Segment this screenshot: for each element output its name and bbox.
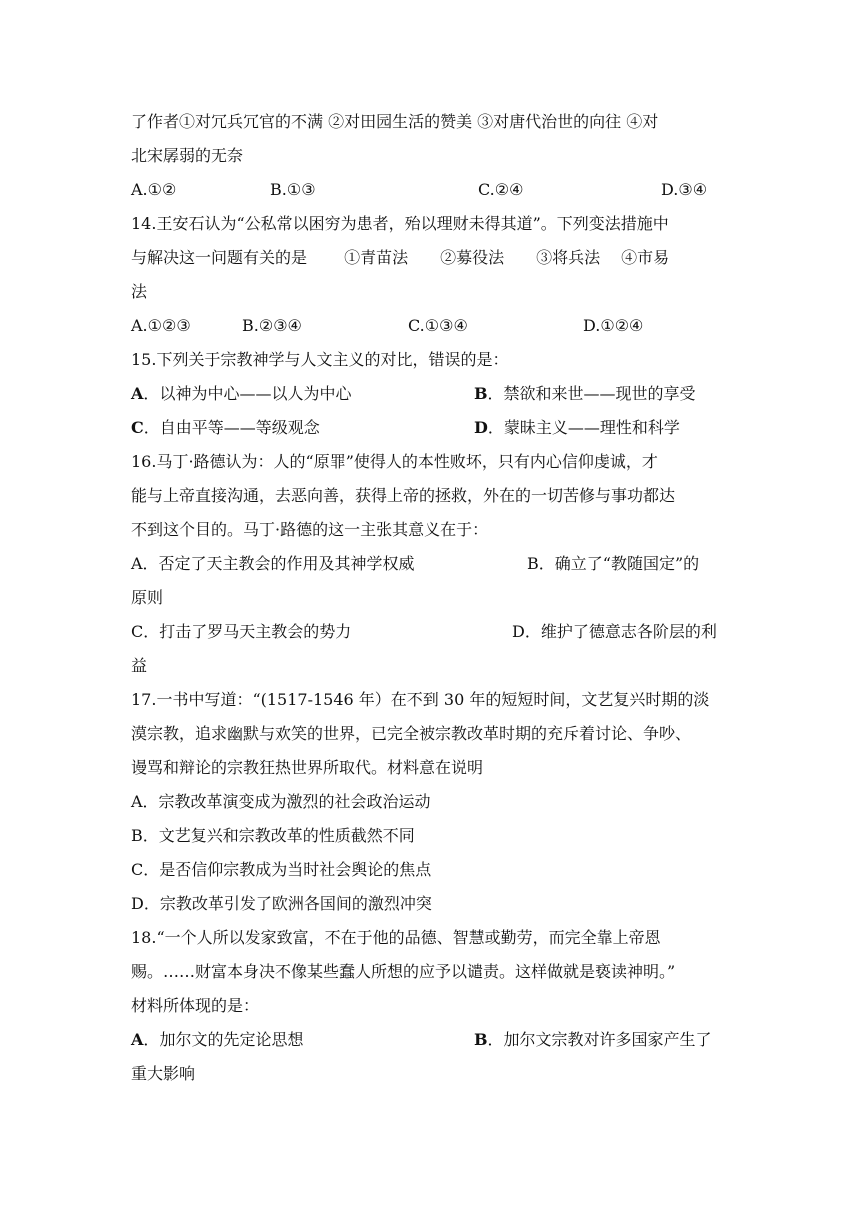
q17-option-c: C．是否信仰宗教成为当时社会舆论的焦点: [131, 860, 432, 879]
q17-stem-line-1: 17.一书中写道：“(1517-1546 年）在不到 30 年的短短时间，文艺复兴时期的淡: [131, 690, 710, 709]
q13-stem-line-2: 北宋孱弱的无奈: [131, 146, 244, 165]
q15-option-b: B．禁欲和来世——现世的享受: [474, 384, 696, 403]
q14-option-a: A.①②③: [131, 316, 191, 335]
q14-option-b: B.②③④: [242, 316, 302, 335]
q15-option-c: C．自由平等——等级观念: [131, 418, 320, 437]
q15-stem: 15.下列关于宗教神学与人文主义的对比，错误的是：: [131, 350, 509, 369]
q15-option-c-text: 自由平等——等级观念: [159, 418, 320, 437]
q15-option-b-text: 禁欲和来世——现世的享受: [503, 384, 696, 403]
q17-option-a: A．宗教改革演变成为激烈的社会政治运动: [131, 792, 431, 811]
q18-option-a: A．加尔文的先定论思想: [131, 1030, 304, 1049]
q15-option-b-letter: B: [474, 384, 488, 403]
q15-option-a-letter: A: [131, 384, 144, 403]
q16-option-b: B．确立了“教随国定”的: [527, 554, 700, 573]
q18-option-a-letter: A: [131, 1030, 144, 1049]
q18-stem-line-2: 赐。……财富本身决不像某些蠢人所想的应予以谴责。这样做就是亵读神明。”: [131, 962, 676, 981]
q18-option-b-text: 加尔文宗教对许多国家产生了: [503, 1030, 712, 1049]
q17-stem-line-3: 谩骂和辩论的宗教狂热世界所取代。材料意在说明: [131, 758, 484, 777]
q15-option-d: D．蒙昧主义——理性和科学: [474, 418, 680, 437]
q18-option-b-letter: B: [474, 1030, 488, 1049]
q18-option-b-continuation: 重大影响: [131, 1064, 196, 1083]
q14-stem-line-2: 与解决这一问题有关的是 ①青苗法 ②募役法 ③将兵法 ④市易: [131, 248, 670, 267]
q15-option-a-text: 以神为中心——以人为中心: [159, 384, 352, 403]
q16-option-d: D．维护了德意志各阶层的利: [512, 622, 717, 641]
q16-option-c: C．打击了罗马天主教会的势力: [131, 622, 352, 641]
q16-stem-line-1: 16.马丁·路德认为：人的“原罪”使得人的本性败坏，只有内心信仰虔诚，才: [131, 452, 658, 471]
q16-stem-line-2: 能与上帝直接沟通，去恶向善，获得上帝的拯救，外在的一切苦修与事功都达: [131, 486, 676, 505]
q18-stem-line-1: 18.“一个人所以发家致富，不在于他的品德、智慧或勤劳，而完全靠上帝恩: [131, 928, 661, 947]
q16-option-b-continuation: 原则: [131, 588, 164, 607]
q18-stem-line-3: 材料所体现的是：: [131, 996, 260, 1015]
q17-option-d: D．宗教改革引发了欧洲各国间的激烈冲突: [131, 894, 432, 913]
q16-option-d-continuation: 益: [131, 656, 148, 675]
q16-stem-line-3: 不到这个目的。马丁·路德的这一主张其意义在于：: [131, 520, 489, 539]
q14-option-d: D.①②④: [583, 316, 644, 335]
q13-stem-line-1: 了作者①对冗兵冗官的不满 ②对田园生活的赞美 ③对唐代治世的向往 ④对: [131, 112, 659, 131]
q15-option-d-letter: D: [474, 418, 488, 437]
q14-stem-line-3: 法: [131, 282, 148, 301]
q16-option-a: A．否定了天主教会的作用及其神学权威: [131, 554, 415, 573]
q15-option-a: A．以神为中心——以人为中心: [131, 384, 352, 403]
q13-option-a: A.①②: [131, 180, 177, 199]
q14-stem-line-1: 14.王安石认为“公私常以困穷为患者，殆以理财未得其道”。下列变法措施中: [131, 214, 669, 233]
q15-option-d-text: 蒙昧主义——理性和科学: [503, 418, 680, 437]
q15-option-c-letter: C: [131, 418, 144, 437]
q18-option-b: B．加尔文宗教对许多国家产生了: [474, 1030, 712, 1049]
q13-option-d: D.③④: [661, 180, 708, 199]
q17-stem-line-2: 漠宗教，追求幽默与欢笑的世界，已完全被宗教改革时期的充斥着讨论、争吵、: [131, 724, 692, 743]
q13-option-c: C.②④: [478, 180, 524, 199]
q18-option-a-text: 加尔文的先定论思想: [159, 1030, 304, 1049]
q17-option-b: B．文艺复兴和宗教改革的性质截然不同: [131, 826, 415, 845]
q13-option-b: B.①③: [270, 180, 316, 199]
q14-option-c: C.①③④: [408, 316, 468, 335]
